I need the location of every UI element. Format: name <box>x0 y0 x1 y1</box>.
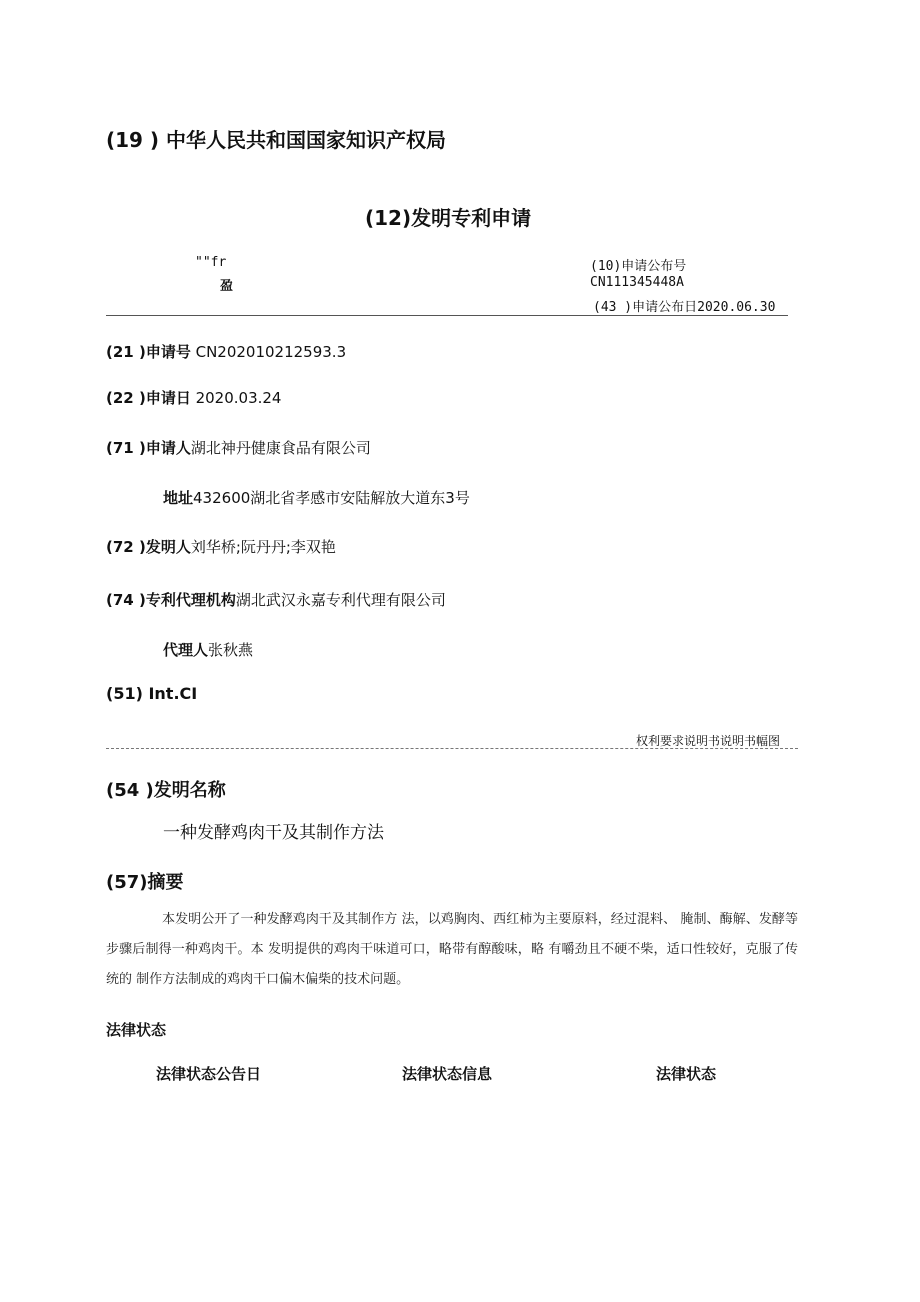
publication-number-label: (10)申请公布号 <box>590 259 687 274</box>
abstract-heading: (57)摘要 <box>106 872 184 893</box>
field-label: 申请号 <box>145 343 191 361</box>
field-value: 张秋燕 <box>208 641 254 659</box>
document-type-title: (12)发明专利申请 <box>365 206 532 230</box>
legal-status-column-info: 法律状态信息 <box>402 1065 493 1083</box>
invention-title: 一种发酵鸡肉干及其制作方法 <box>163 823 384 843</box>
field-label: 申请日 <box>145 389 191 407</box>
section-divider <box>106 748 798 749</box>
field-inventors <box>106 536 336 557</box>
field-label: 代理人 <box>163 641 209 659</box>
field-number: (22 ) <box>106 389 146 407</box>
field-label: 地址 <box>163 489 194 507</box>
field-int-cl: (51) Int.CI <box>106 684 198 703</box>
field-label: 申请人 <box>145 439 191 457</box>
field-number: (21 ) <box>106 343 146 361</box>
field-value: 刘华桥;阮丹丹;李双艳 <box>190 538 336 556</box>
field-number: (71 ) <box>106 439 146 457</box>
legal-status-heading: 法律状态 <box>106 1021 167 1039</box>
field-agency <box>106 589 446 610</box>
field-number: (72 ) <box>106 538 146 556</box>
field-application-number <box>106 341 346 362</box>
left-mark-2: 盈 <box>220 279 234 294</box>
field-applicant <box>106 437 371 458</box>
field-application-date <box>106 387 281 408</box>
abstract-text: 本发明公开了一种发酵鸡肉干及其制作方 法，以鸡胸肉、西红柿为主要原料，经过混料、 腌制、酶解、发酵等步骤后制得一种鸡肉干。本 发明提供的鸡肉干味道可口，略带有醇酸味，略 有嚼劲且不硬不柴，适口性较好，克服了传统的 制作方法制成的鸡肉干口偏木偏柴的技术问题。 <box>106 912 798 987</box>
field-value: CN202010212593.3 <box>190 343 347 361</box>
office-title: (19 ) 中华人民共和国国家知识产权局 <box>106 128 447 152</box>
legal-status-column-date: 法律状态公告日 <box>156 1065 262 1083</box>
left-mark-1: ""fr <box>195 255 227 270</box>
publication-date: (43 )申请公布日2020.06.30 <box>593 300 776 315</box>
field-value: 2020.03.24 <box>190 389 282 407</box>
field-label: 发明人 <box>145 538 191 556</box>
field-number: (74 ) <box>106 591 146 609</box>
field-value: 湖北武汉永嘉专利代理有限公司 <box>235 591 446 609</box>
field-label: 专利代理机构 <box>145 591 236 609</box>
invention-title-heading: (54 )发明名称 <box>106 780 226 801</box>
field-value: 湖北神丹健康食品有限公司 <box>190 439 371 457</box>
header-divider <box>106 315 788 316</box>
publication-number: CN111345448A <box>590 275 684 290</box>
field-address <box>163 487 470 508</box>
document-section-links[interactable]: 权利要求说明书说明书幅图 <box>636 734 781 748</box>
legal-status-column-status: 法律状态 <box>656 1065 717 1083</box>
field-agent <box>163 639 253 660</box>
field-value: 432600湖北省孝感市安陆解放大道东3号 <box>193 489 470 507</box>
